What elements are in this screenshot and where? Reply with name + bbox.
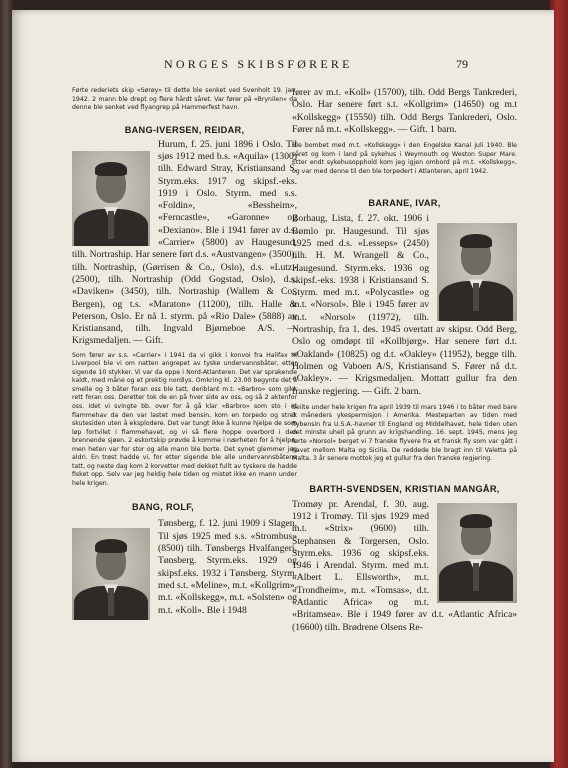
portrait-photo-bang-rolf: [72, 528, 150, 620]
entry-bio-barth-svendsen: Tromøy pr. Arendal, f. 30. aug. 1912 i Tromøy. Til sjøs 1929 med m.t. «Strix» (9600) tilh. Stephansen & Torgersen, Oslo. Styrm.eks. 1936 og skipsf.eks. 1946 i Arendal. Styrm. med m.t. «Albert L. Ellsworth», m.t. «Trondheim», m.t. «Tomsas», d.t. «Atlantic Africa» og m.t. «Britamsea». Ble i 1949 fører av d.t. «Atlantic Africa» (16600) tilh. Brødrene Olsens Re-: [292, 498, 517, 633]
portrait-photo-barth-svendsen: [437, 503, 517, 603]
entry-heading-barane: BARANE, IVAR,: [368, 198, 441, 209]
portrait-photo-bang-iversen: [72, 151, 150, 246]
intro-paragraph: Førte rederiets skip «Sørøy» til dette ble senket ved Svenholt 19. jan. 1942. 2 mann ble drept og flere hårdt såret. Var fører på «Brynilen» da denne ble senket ved flyangrep på Hammerfest havn.: [72, 87, 297, 112]
portrait-hair: [95, 539, 127, 553]
entry-bio-bang-rolf-continued: fører av m.t. «Koll» (15700), tilh. Odd Bergs Tankrederi, Oslo. Har senere ført s.t. «Kollgrim» (14650) og m.t «Kollskegg» (15550) tilh. Odd Bergs Tankrederi, Oslo. Fører nå m.t. «Kollskegg». — Gift. 1 barn.: [292, 87, 517, 135]
entry-heading-bang-iversen: BANG-IVERSEN, REIDAR,: [124, 124, 245, 135]
right-column: [292, 87, 517, 634]
portrait-tie: [108, 588, 114, 616]
entry-bio-barane: Borhaug, Lista, f. 27. okt. 1906 i Bømlo pr. Haugesund. Til sjøs 1925 med d.s. «Lesseps» (2450) tilh. H. M. Wrangell & Co., Haugesund. Styrm.eks. 1936 og skipsf.-eks. 1938 i Kristiansand S. Styrm. med m.t. «Polycastle» og m.t. «Norsol». Ble i 1945 fører av m.t. «Norsol» (11972), tilh. Nortraship, fra 1. des. 1945 overtatt av skipsr. Odd Berg, Oslo og omdøpt til «Kollbjørg». Har senere ført d.t. «Oakland» (10825) og d.t. «Oakley» (11952), begge tilh. Holmen og Vaboen A/S, Kristiansand S. Fører nå d.t. «Oakley». — Krigsmedaljen. Mottatt gullur fra den franske regjering. — Gift. 2 barn.: [292, 213, 517, 397]
running-title: NORGES SKIBSFØRERE: [164, 57, 353, 71]
entry-war-account-bang-iversen: Som fører av s.s. «Carrier» i 1941 da vi gikk i konvoi fra Halifax til Liverpool ble vi om natten angrepet av tyske undervannsbåter, etter sigende 10 stykker. Vi var da oppe i Nord-Atlanteren. Det var sprakende kaldt, med måne og et prektig nordlys. Omkring kl. 23.00 begynte det å smelle og 3 båter foran oss ble tatt, deriblant m.t. «Barbro» som gikk rett foran oss. Deretter tok de en på hver side av oss, og så 2 aktenfor oss. Idet vi svingte bb. over for å gå klar «Barbro» som sto i et flammehav da den var lastet med bensin, kom en torpedo og strek skutesiden uten å eksplodere. Det var tungt ikke å kunne hjelpe de som løp fortvilet i flammehavet, og vi så flere hoppe overbord i den brennende sjøen. 2 eskortskip prøvde å komme i nærheten for å hjelpe, men heten var for stor og alle mann ble borte. Det synet glemmer jeg aldri. En trøst hadde vi, for etter sigende ble alle undervannsbåtene tatt, og neste dag kom 2 korvetter med dekket fullt av tyskere de hadde fisket opp. Selv var jeg heldig hele tiden og mistet ikke en mann under hele krigen.: [72, 351, 297, 487]
entry-war-account-barane: Seilte under hele krigen fra april 1939 til mars 1946 i to båter med bare 3 måneders ykespermisjon i Amerika. Mesteparten av tiden med flybensin fra U.S.A.-havner til England og Middelhavet, hele tiden uten det minste uhell på grunn av krigshandling. 16. sept. 1945, mens jeg førte «Norsol» berget vi 7 franske flyvere fra et fransk fly som var gått i havet mellom Malta og Sicilia. De reddede ble bragt inn til Valetta på Malta. 3 år senere mottok jeg et gullur fra den franske regjering.: [292, 403, 517, 463]
page-header: [12, 57, 554, 75]
portrait-hair: [95, 162, 127, 176]
entry-war-account-bang-rolf: Ble bombet med m.t. «Kollskegg» i den Engelske Kanal juli 1940. Ble såret og kom i land på sykehus i Weymouth og Weston Super Mare. Etter endt sykehusopphold kom jeg igjen ombord på m.t. «Kollskegg», og var med denne til den ble torpedert i Atlanteren, april 1942.: [292, 142, 517, 175]
portrait-hair: [460, 514, 492, 528]
page-number: 79: [456, 57, 468, 71]
portrait-tie: [473, 283, 479, 311]
portrait-photo-barane: [437, 223, 517, 321]
portrait-tie: [108, 211, 114, 239]
book-page: [12, 10, 554, 762]
entry-heading-barth-svendsen: BARTH-SVENDSEN, KRISTIAN MANGÅR,: [309, 483, 500, 494]
portrait-hair: [460, 234, 492, 248]
entry-heading-bang-rolf: BANG, ROLF,: [132, 502, 194, 513]
entry-bio-bang-iversen: Hurum, f. 25. juni 1896 i Oslo. Til sjøs 1912 med b.s. «Aquila» (1300) tilh. Edward Stray, Kristiansand S. Styrm.eks. 1917 og skipsf.-eks. 1919 i Oslo. Styrm. med s.s. «Foldin», «Bessheim», «Ferncastle», «Garonne» og «Dexiano». Ble i 1941 fører av d.s. «Carrier» (5800) av Haugesund, tilh. Nortraship. Har senere ført d.s. «Austvangen» (3500), tilh. Nortraship, (Gørrisen & Co., Oslo), d.s. «Lutz» (2500), tilh. Nortraship (Odd Gogstad, Oslo), d.s. «Daviken» (3450), tilh. Nortraship (Wallem & Co., Bergen), og t.s. «Maraton» (11200), tilh. Halle & Peterson, Oslo. Er nå 1. styrm. på «Rio Dale» (5888) av Kristiansand, tilh. Ingvald Bjørneboe A/S. — Krigsmedaljen. — Gift.: [72, 138, 297, 347]
portrait-tie: [473, 563, 479, 591]
left-column: [72, 87, 297, 622]
entry-bio-bang-rolf: Tønsberg, f. 12. juni 1909 i Slagen. Til sjøs 1925 med s.s. «Strombus» (8500) tilh. Tønsbergs Hvalfangeri, Tønsberg. Styrm.eks. 1929 og skipsf.eks. 1932 i Tønsberg. Styrm. med s.t. «Meline», m.t. «Kollgrim», m.t. «Kollskegg», m.t. «Solsten» og m.t. «Koll». Ble i 1948: [158, 518, 297, 616]
